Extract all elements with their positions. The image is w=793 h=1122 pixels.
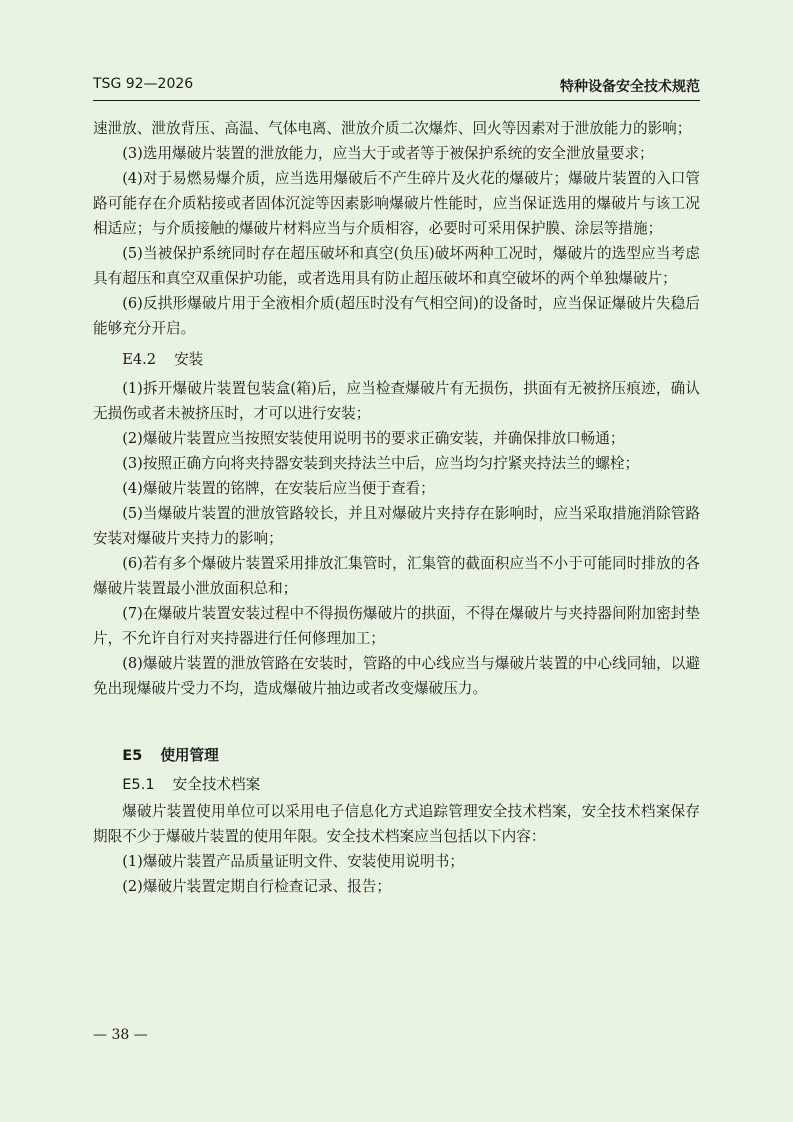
install-item-4: (4)爆破片装置的铭牌，在安装后应当便于查看；: [122, 480, 435, 497]
install-item-3: (3)按照正确方向将夹持器安装到夹持法兰中后，应当均匀拧紧夹持法兰的螺栓；: [122, 455, 640, 472]
install-item-8: (8)爆破片装置的泄放管路在安装时，管路的中心线应当与爆破片装置的中心线同轴，以避免出现爆破片受力不均，造成爆破片抽边或者改变爆破压力。: [93, 655, 700, 697]
install-item-1: (1)拆开爆破片装置包装盒(箱)后，应当检查爆破片有无损伤，拱面有无被挤压痕迹，确认无损伤或者未被挤压时，才可以进行安装；: [93, 380, 700, 422]
install-item-2: (2)爆破片装置应当按照安装使用说明书的要求正确安装，并确保排放口畅通；: [122, 430, 625, 447]
standard-code: TSG 92—2026: [93, 76, 194, 92]
section-heading-e4-2: [93, 347, 700, 372]
header-title: 特种设备安全技术规范: [560, 79, 700, 95]
paragraph-item-6: (6)反拱形爆破片用于全液相介质(超压时没有气相空间)的设备时，应当保证爆破片失稳后能够充分开启。: [93, 295, 700, 337]
section-heading-e5: [93, 743, 700, 768]
paragraph-item-3: (3)选用爆破片装置的泄放能力，应当大于或者等于被保护系统的安全泄放量要求；: [122, 145, 654, 162]
section-number: E4.2: [122, 351, 157, 368]
section-title: 安全技术档案: [172, 776, 261, 793]
archive-item-2: (2)爆破片装置定期自行检查记录、报告；: [122, 878, 391, 895]
page-body: [93, 116, 700, 899]
paragraph-item-4: (4)对于易燃易爆介质，应当选用爆破后不产生碎片及火花的爆破片；爆破片装置的入口管路可能存在介质粘接或者固体沉淀等因素影响爆破片性能时，应当保证选用的爆破片与该工况相适应；与介质接触的爆破片材料应当与介质相容，必要时可采用保护膜、涂层等措施；: [93, 170, 700, 237]
install-item-5: (5)当爆破片装置的泄放管路较长，并且对爆破片夹持存在影响时，应当采取措施消除管路安装对爆破片夹持力的影响；: [93, 505, 700, 547]
page-header: [93, 74, 700, 101]
install-item-6: (6)若有多个爆破片装置采用排放汇集管时，汇集管的截面积应当不小于可能同时排放的各爆破片装置最小泄放面积总和；: [93, 555, 700, 597]
section-number: E5: [122, 747, 143, 764]
section-number: E5.1: [122, 776, 155, 793]
section-heading-e5-1: [93, 772, 700, 797]
archive-paragraph: 爆破片装置使用单位可以采用电子信息化方式追踪管理安全技术档案，安全技术档案保存期限不少于爆破片装置的使用年限。安全技术档案应当包括以下内容：: [93, 803, 700, 845]
archive-item-1: (1)爆破片装置产品质量证明文件、安装使用说明书；: [122, 853, 464, 870]
install-item-7: (7)在爆破片装置安装过程中不得损伤爆破片的拱面，不得在爆破片与夹持器间附加密封垫片，不允许自行对夹持器进行任何修理加工；: [93, 605, 700, 647]
section-title: 使用管理: [160, 747, 219, 764]
paragraph-continued: 速泄放、泄放背压、高温、气体电离、泄放介质二次爆炸、回火等因素对于泄放能力的影响；: [93, 120, 692, 137]
page-number: — 38 —: [93, 1027, 148, 1043]
paragraph-item-5: (5)当被保护系统同时存在超压破坏和真空(负压)破坏两种工况时，爆破片的选型应当考虑具有超压和真空双重保护功能，或者选用具有防止超压破坏和真空破坏的两个单独爆破片；: [93, 245, 700, 287]
section-title: 安装: [174, 351, 204, 368]
